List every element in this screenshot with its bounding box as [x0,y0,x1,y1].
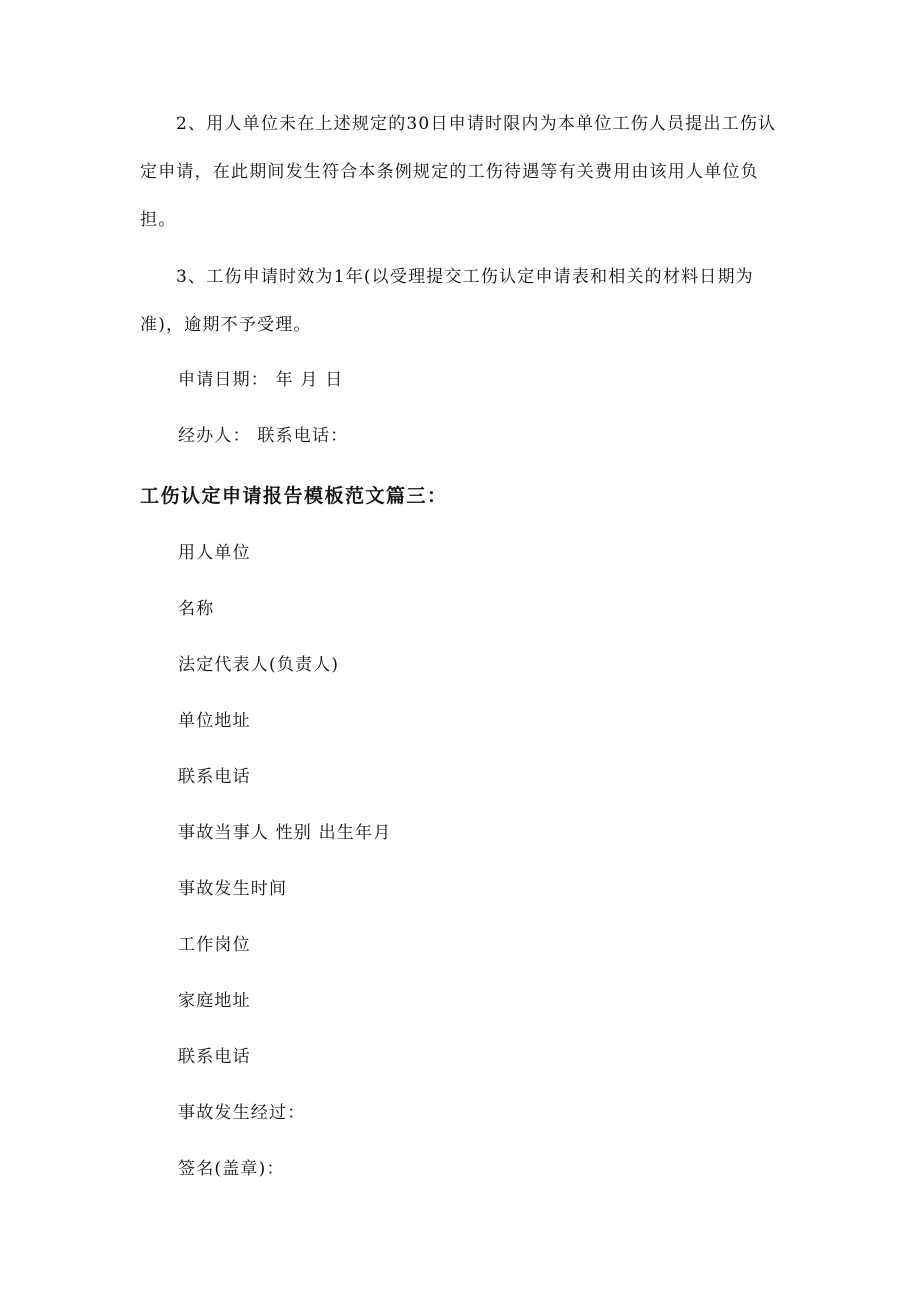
handler-contact-line: 经办人： 联系电话： [178,426,349,446]
form-field-signature-seal: 签名(盖章)： [178,1159,285,1179]
form-field-employer: 用人单位 [178,543,251,563]
form-field-legal-representative: 法定代表人(负责人) [178,655,340,675]
paragraph-item-3 [140,253,780,349]
section-heading: 工伤认定申请报告模板范文篇三： [140,485,448,507]
paragraph-item-2 [140,100,780,244]
form-field-accident-process: 事故发生经过： [178,1103,306,1123]
form-field-home-phone: 联系电话 [178,1047,251,1067]
form-field-home-address: 家庭地址 [178,991,251,1011]
form-field-name: 名称 [178,599,215,619]
form-field-job-position: 工作岗位 [178,935,251,955]
form-field-accident-time: 事故发生时间 [178,879,288,899]
form-field-party-gender-birth: 事故当事人 性别 出生年月 [178,823,392,843]
paragraph-text: 2、用人单位未在上述规定的30日申请时限内为本单位工伤人员提出工伤认定申请，在此期间发生符合本条例规定的工伤待遇等有关费用由该用人单位负担。 [140,114,777,230]
form-field-employer-address: 单位地址 [178,711,251,731]
paragraph-text: 3、工伤申请时效为1年(以受理提交工伤认定申请表和相关的材料日期为准)，逾期不予受理。 [140,267,754,335]
application-date-line: 申请日期： 年 月 日 [178,370,344,390]
form-field-employer-phone: 联系电话 [178,767,251,787]
